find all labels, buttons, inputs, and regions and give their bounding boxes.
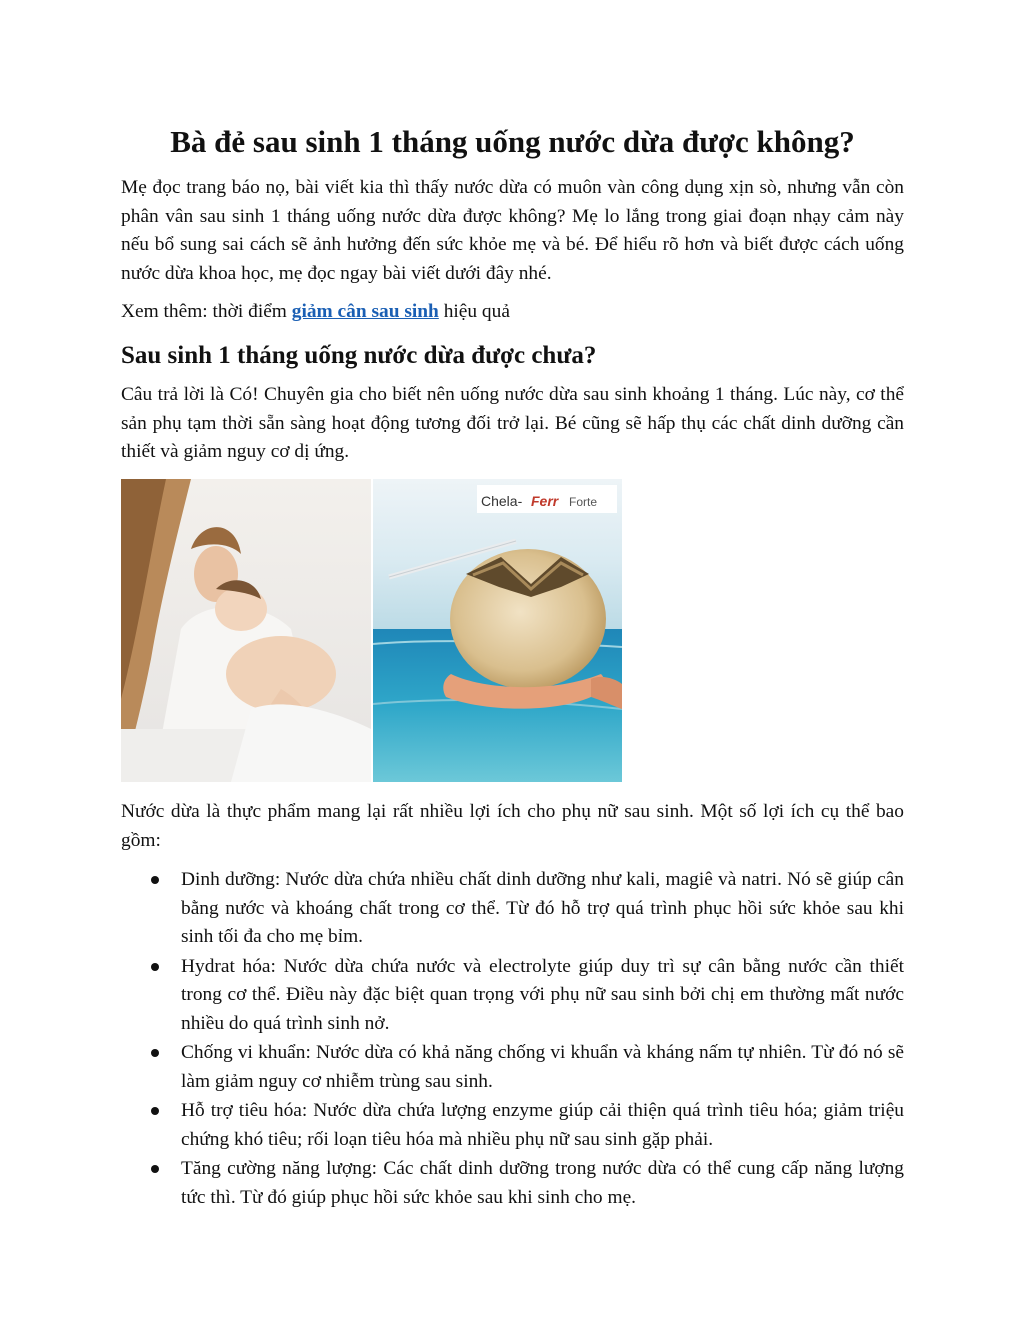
mother-baby-photo bbox=[121, 479, 371, 782]
intro-paragraph: Mẹ đọc trang báo nọ, bài viết kia thì thấy nước dừa có muôn vàn công dụng xịn sò, nhưng vẫn còn phân vân sau sinh 1 tháng uống nước dừa được không? Mẹ lo lắng trong giai đoạn nhạy cảm này nếu bổ sung sai cách sẽ ảnh hưởng đến sức khỏe mẹ và bé. Để hiểu rõ hơn và biết được cách uống nước dừa khoa học, mẹ đọc ngay bài viết dưới đây nhé. bbox=[121, 177, 904, 284]
bullet-icon bbox=[151, 1107, 159, 1115]
list-item bbox=[121, 1039, 904, 1096]
bullet-icon bbox=[151, 963, 159, 971]
section-heading: Sau sinh 1 tháng uống nước dừa được chưa? bbox=[121, 342, 597, 369]
see-also-suffix: hiệu quả bbox=[438, 301, 510, 322]
benefit-text: Hỗ trợ tiêu hóa: Nước dừa chứa lượng enzyme giúp cải thiện quá trình tiêu hóa; giảm triệu chứng khó tiêu; rối loạn tiêu hóa mà nhiều phụ nữ sau sinh gặp phải. bbox=[181, 1100, 904, 1150]
article-image bbox=[121, 479, 622, 782]
list-item bbox=[121, 1097, 904, 1154]
list-item bbox=[121, 953, 904, 1039]
list-item bbox=[121, 1155, 904, 1212]
bullet-icon bbox=[151, 1049, 159, 1057]
weight-loss-link[interactable]: giảm cân sau sinh bbox=[291, 301, 439, 322]
brand-text-part1: Chela- bbox=[481, 493, 523, 509]
see-also-prefix: Xem thêm: thời điểm bbox=[121, 301, 292, 322]
benefit-text: Hydrat hóa: Nước dừa chứa nước và electrolyte giúp duy trì sự cân bằng nước cần thiết trong cơ thể. Điều này đặc biệt quan trọng với phụ nữ sau sinh bởi chị em thường mất nước nhiều do quá trình sinh nở. bbox=[181, 955, 904, 1034]
bullet-icon bbox=[151, 876, 159, 884]
page-title: Bà đẻ sau sinh 1 tháng uống nước dừa được không? bbox=[170, 124, 855, 159]
benefit-text: Chống vi khuẩn: Nước dừa có khả năng chống vi khuẩn và kháng nấm tự nhiên. Từ đó nó sẽ làm giảm nguy cơ nhiễm trùng sau sinh. bbox=[181, 1042, 904, 1092]
benefit-text: Dinh dưỡng: Nước dừa chứa nhiều chất dinh dưỡng như kali, magiê và natri. Nó sẽ giúp cân bằng nước và khoáng chất trong cơ thể. Từ đó hỗ trợ quá trình phục hồi sức khỏe sau khi sinh tối đa cho mẹ bỉm. bbox=[181, 869, 904, 947]
answer-paragraph: Câu trả lời là Có! Chuyên gia cho biết nên uống nước dừa sau sinh khoảng 1 tháng. Lúc này, cơ thể sản phụ tạm thời sẵn sàng hoạt động tương đối trở lại. Bé cũng sẽ hấp thụ các chất dinh dưỡng cần thiết và giảm nguy cơ dị ứng. bbox=[121, 384, 904, 462]
brand-text-part2: Ferr bbox=[531, 493, 559, 509]
brand-text-part3: Forte bbox=[569, 495, 598, 509]
see-also-line bbox=[121, 298, 904, 326]
benefits-intro-paragraph: Nước dừa là thực phẩm mang lại rất nhiều lợi ích cho phụ nữ sau sinh. Một số lợi ích cụ thể bao gồm: bbox=[121, 801, 904, 851]
coconut-photo bbox=[373, 479, 622, 782]
bullet-icon bbox=[151, 1165, 159, 1173]
benefits-list bbox=[121, 866, 904, 1213]
benefit-text: Tăng cường năng lượng: Các chất dinh dưỡng trong nước dừa có thể cung cấp năng lượng tức thì. Từ đó giúp phục hồi sức khỏe sau khi sinh cho mẹ. bbox=[181, 1158, 904, 1208]
list-item bbox=[121, 866, 904, 952]
